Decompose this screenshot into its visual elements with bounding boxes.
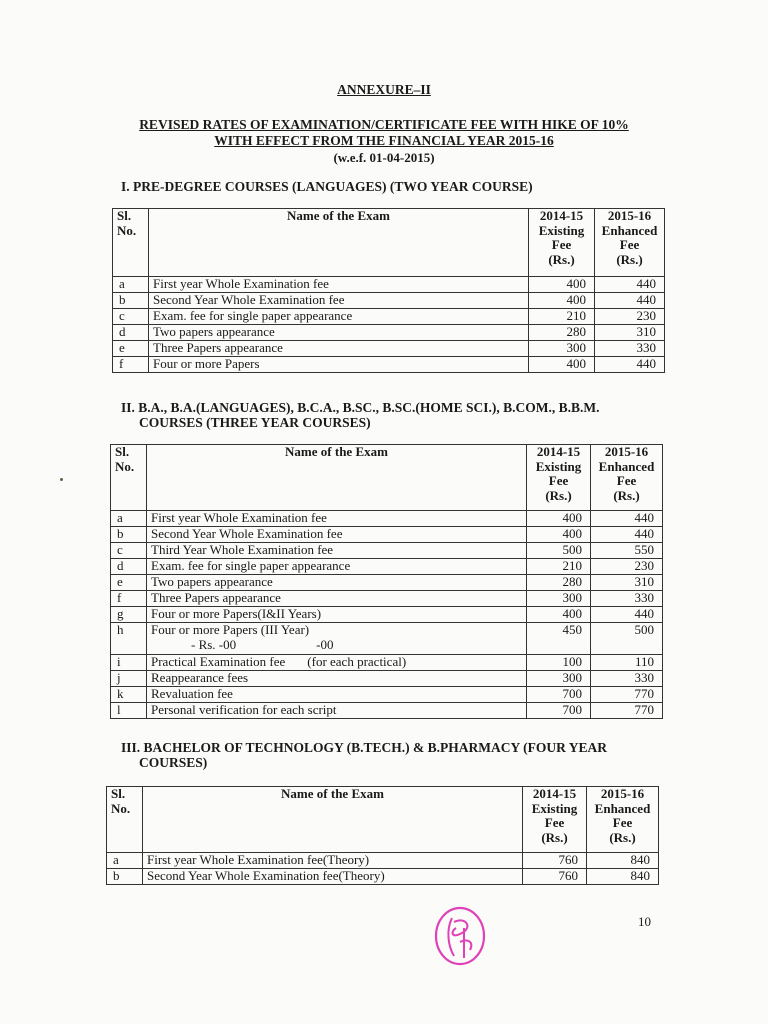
row-existing-fee: 760: [523, 869, 587, 885]
section-1-table: [112, 208, 665, 373]
table-row: [113, 277, 665, 293]
row-sl-no: l: [111, 703, 147, 719]
enhanced-fee-header: 2015-16 Enhanced Fee (Rs.): [587, 787, 659, 853]
row-existing-fee: 300: [529, 341, 595, 357]
row-enhanced-fee: 440: [591, 527, 663, 543]
annexure-label: ANNEXURE–II: [337, 82, 431, 97]
effective-date: (w.e.f. 01-04-2015): [333, 150, 435, 165]
row-enhanced-fee: 330: [591, 671, 663, 687]
row-existing-fee: 450: [527, 623, 591, 655]
table-row: [111, 623, 663, 655]
section-3-title-line-2: COURSES): [139, 755, 208, 770]
row-existing-fee: 210: [529, 309, 595, 325]
row-sl-no: f: [111, 591, 147, 607]
row-exam-name: [149, 293, 529, 309]
table-row: [111, 591, 663, 607]
row-existing-fee: 700: [527, 703, 591, 719]
exam-name-subline: [151, 638, 522, 653]
row-sl-no: i: [111, 655, 147, 671]
row-exam-name: [147, 543, 527, 559]
row-enhanced-fee: 550: [591, 543, 663, 559]
row-sl-no: c: [113, 309, 149, 325]
row-enhanced-fee: 110: [591, 655, 663, 671]
row-exam-name: [149, 325, 529, 341]
row-existing-fee: 280: [529, 325, 595, 341]
row-enhanced-fee: 840: [587, 869, 659, 885]
row-sl-no: c: [111, 543, 147, 559]
row-enhanced-fee: 330: [591, 591, 663, 607]
row-enhanced-fee: 230: [591, 559, 663, 575]
sl-no-header: Sl. No.: [107, 787, 143, 853]
handwritten-initials-signature: [430, 898, 492, 968]
row-enhanced-fee: 330: [595, 341, 665, 357]
row-sl-no: a: [113, 277, 149, 293]
heading-line-2: WITH EFFECT FROM THE FINANCIAL YEAR 2015-16: [214, 133, 554, 148]
exam-name-text: Four or more Papers: [153, 356, 260, 371]
row-sl-no: b: [113, 293, 149, 309]
table-header-row: [113, 209, 665, 277]
section-2-title-line-2: COURSES (THREE YEAR COURSES): [139, 415, 371, 430]
table-row: [113, 293, 665, 309]
row-existing-fee: 210: [527, 559, 591, 575]
row-enhanced-fee: 840: [587, 853, 659, 869]
sl-no-header: Sl. No.: [111, 445, 147, 511]
row-exam-name: [149, 277, 529, 293]
row-enhanced-fee: 440: [591, 607, 663, 623]
exam-name-text: Three Papers appearance: [153, 340, 283, 355]
subline-part-a: - Rs. -00: [191, 636, 237, 652]
row-sl-no: b: [111, 527, 147, 543]
exam-name-text: Practical Examination fee: [151, 654, 286, 669]
row-enhanced-fee: 440: [595, 277, 665, 293]
exam-name-text: Two papers appearance: [151, 574, 273, 589]
row-existing-fee: 500: [527, 543, 591, 559]
table-row: [111, 575, 663, 591]
row-existing-fee: 300: [527, 671, 591, 687]
row-enhanced-fee: 310: [591, 575, 663, 591]
section-2-title-line-1: II. B.A., B.A.(LANGUAGES), B.C.A., B.SC., B.SC.(HOME SCI.), B.COM., B.B.M.: [121, 400, 600, 415]
exam-name-text: Two papers appearance: [153, 324, 275, 339]
row-sl-no: h: [111, 623, 147, 655]
row-existing-fee: 400: [529, 357, 595, 373]
exam-name-header: Name of the Exam: [143, 787, 523, 853]
row-sl-no: f: [113, 357, 149, 373]
row-exam-name: [147, 623, 527, 655]
row-exam-name: [149, 341, 529, 357]
row-existing-fee: 100: [527, 655, 591, 671]
table-row: [111, 655, 663, 671]
row-existing-fee: 400: [527, 607, 591, 623]
row-sl-no: e: [113, 341, 149, 357]
table-row: [111, 671, 663, 687]
row-sl-no: b: [107, 869, 143, 885]
row-enhanced-fee: 500: [591, 623, 663, 655]
existing-fee-header: 2014-15 Existing Fee (Rs.): [523, 787, 587, 853]
table-header-row: [107, 787, 659, 853]
table-row: [111, 511, 663, 527]
row-enhanced-fee: 230: [595, 309, 665, 325]
section-1-title: I. PRE-DEGREE COURSES (LANGUAGES) (TWO YEAR COURSE): [121, 179, 533, 194]
exam-name-text: Revaluation fee: [151, 686, 233, 701]
table-row: [111, 703, 663, 719]
table-row: [111, 687, 663, 703]
exam-name-text: Four or more Papers (III Year): [151, 622, 310, 637]
row-sl-no: j: [111, 671, 147, 687]
row-enhanced-fee: 770: [591, 703, 663, 719]
row-enhanced-fee: 440: [595, 293, 665, 309]
exam-name-text: First year Whole Examination fee: [153, 276, 329, 291]
table-row: [113, 341, 665, 357]
page-number: 10: [638, 914, 651, 929]
exam-name-header: Name of the Exam: [149, 209, 529, 277]
table-row: [111, 527, 663, 543]
row-exam-name: [147, 559, 527, 575]
exam-name-header: Name of the Exam: [147, 445, 527, 511]
row-exam-name: [147, 527, 527, 543]
table-row: [107, 853, 659, 869]
row-exam-name: [147, 607, 527, 623]
row-existing-fee: 280: [527, 575, 591, 591]
section-2-table: [110, 444, 663, 719]
row-existing-fee: 300: [527, 591, 591, 607]
row-sl-no: a: [111, 511, 147, 527]
table-row: [111, 543, 663, 559]
row-enhanced-fee: 440: [595, 357, 665, 373]
exam-name-text: Personal verification for each script: [151, 702, 337, 717]
scan-speck: [60, 478, 63, 481]
table-row: [113, 357, 665, 373]
section-3-table: [106, 786, 659, 885]
row-sl-no: e: [111, 575, 147, 591]
row-exam-name: [143, 853, 523, 869]
table-row: [107, 869, 659, 885]
row-exam-name: [143, 869, 523, 885]
exam-name-text: Reappearance fees: [151, 670, 249, 685]
enhanced-fee-header: 2015-16 Enhanced Fee (Rs.): [595, 209, 665, 277]
row-existing-fee: 700: [527, 687, 591, 703]
row-existing-fee: 400: [527, 511, 591, 527]
exam-name-text: Second Year Whole Examination fee(Theory): [147, 868, 385, 883]
existing-fee-header: 2014-15 Existing Fee (Rs.): [527, 445, 591, 511]
table-row: [113, 325, 665, 341]
exam-name-text: Four or more Papers(I&II Years): [151, 606, 322, 621]
exam-name-text: Second Year Whole Examination fee: [153, 292, 345, 307]
exam-name-text: Exam. fee for single paper appearance: [153, 308, 353, 323]
exam-name-text: Exam. fee for single paper appearance: [151, 558, 351, 573]
row-sl-no: a: [107, 853, 143, 869]
exam-name-extra: (for each practical): [307, 654, 407, 669]
enhanced-fee-header: 2015-16 Enhanced Fee (Rs.): [591, 445, 663, 511]
row-enhanced-fee: 440: [591, 511, 663, 527]
row-exam-name: [149, 309, 529, 325]
subline-part-b: -00: [316, 636, 334, 652]
row-sl-no: g: [111, 607, 147, 623]
row-existing-fee: 400: [527, 527, 591, 543]
row-sl-no: d: [113, 325, 149, 341]
section-3-title-line-1: III. BACHELOR OF TECHNOLOGY (B.TECH.) & B.PHARMACY (FOUR YEAR: [121, 740, 608, 755]
row-exam-name: [147, 575, 527, 591]
row-exam-name: [149, 357, 529, 373]
exam-name-text: First year Whole Examination fee: [151, 510, 327, 525]
row-enhanced-fee: 770: [591, 687, 663, 703]
row-existing-fee: 400: [529, 293, 595, 309]
row-existing-fee: 400: [529, 277, 595, 293]
row-exam-name: [147, 703, 527, 719]
row-exam-name: [147, 671, 527, 687]
exam-name-text: Third Year Whole Examination fee: [151, 542, 334, 557]
exam-name-text: Second Year Whole Examination fee: [151, 526, 343, 541]
existing-fee-header: 2014-15 Existing Fee (Rs.): [529, 209, 595, 277]
row-sl-no: k: [111, 687, 147, 703]
heading-line-1: REVISED RATES OF EXAMINATION/CERTIFICATE FEE WITH HIKE OF 10%: [139, 117, 629, 132]
row-sl-no: d: [111, 559, 147, 575]
row-exam-name: [147, 591, 527, 607]
exam-name-text: Three Papers appearance: [151, 590, 281, 605]
row-exam-name: [147, 511, 527, 527]
row-exam-name: [147, 655, 527, 671]
table-header-row: [111, 445, 663, 511]
sl-no-header: Sl. No.: [113, 209, 149, 277]
exam-name-text: First year Whole Examination fee(Theory): [147, 852, 370, 867]
table-row: [111, 559, 663, 575]
row-exam-name: [147, 687, 527, 703]
table-row: [111, 607, 663, 623]
row-existing-fee: 760: [523, 853, 587, 869]
row-enhanced-fee: 310: [595, 325, 665, 341]
table-row: [113, 309, 665, 325]
